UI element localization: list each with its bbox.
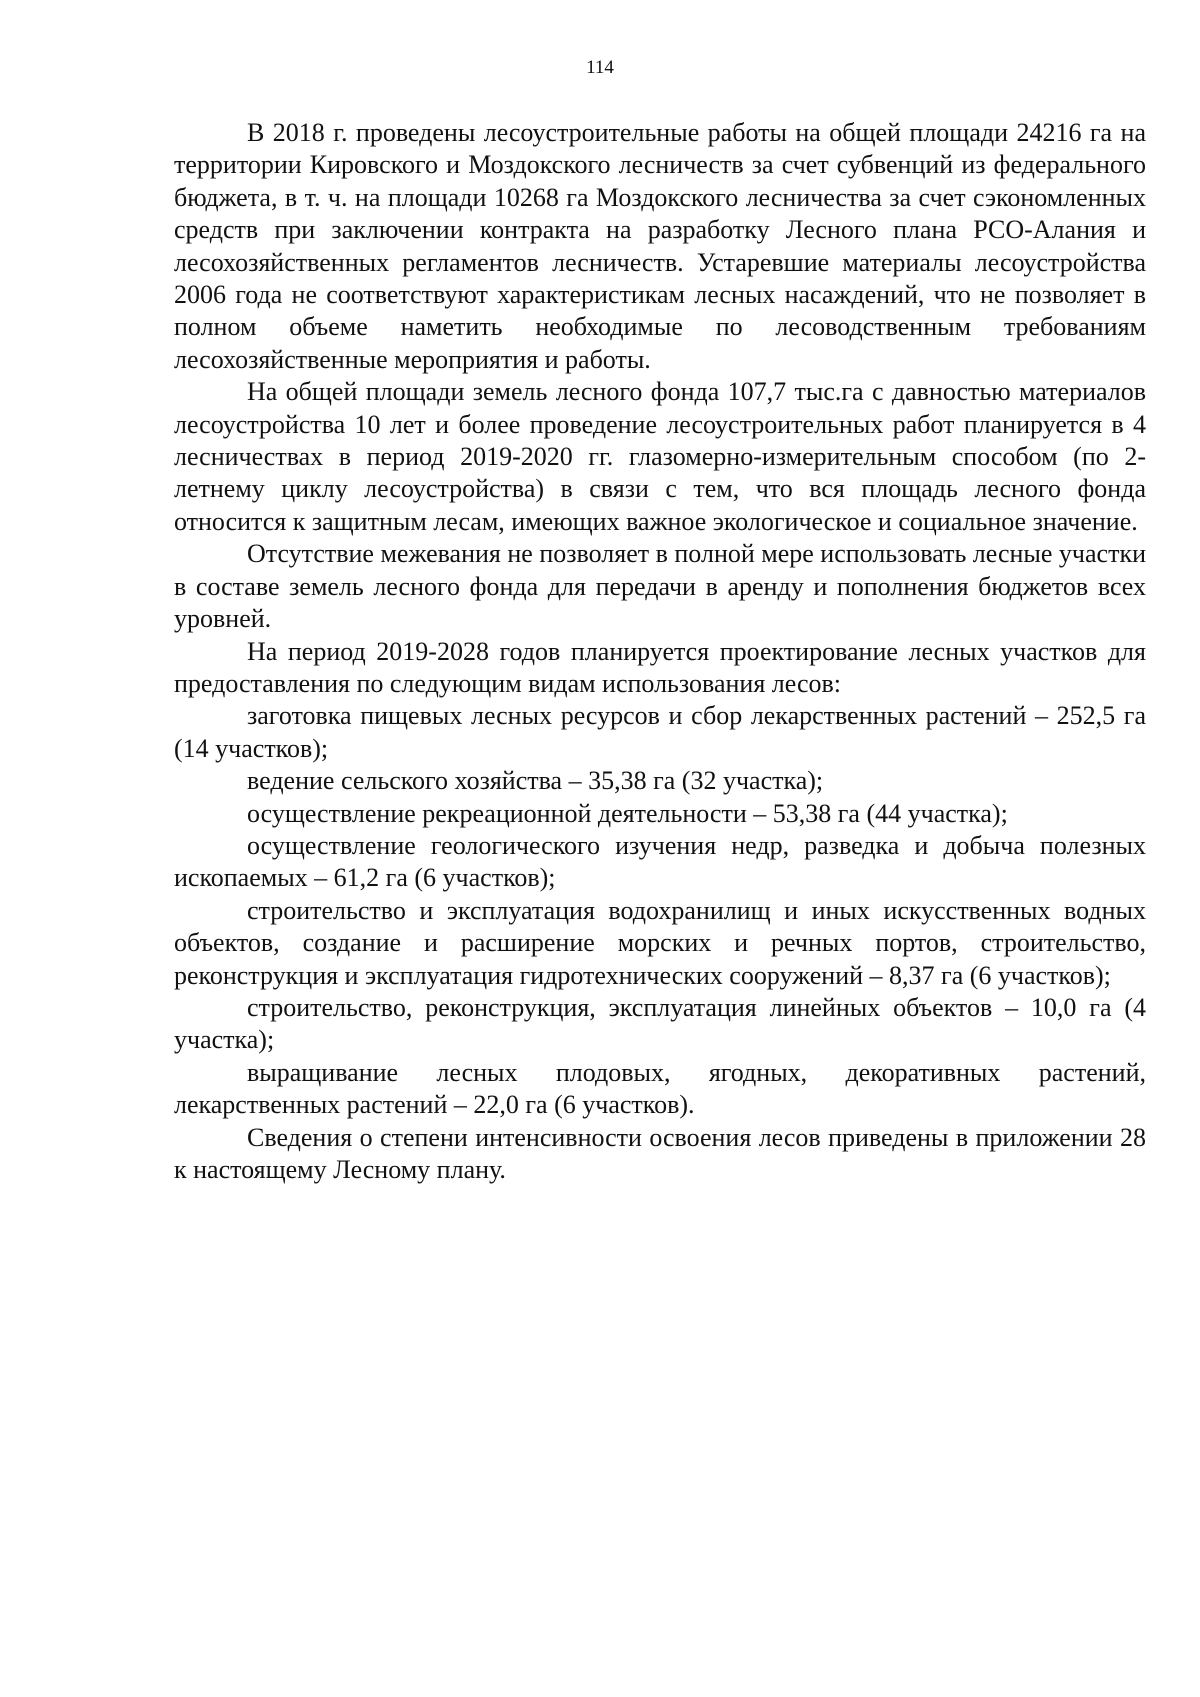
paragraph-appendix-reference: Сведения о степени интенсивности освоения лесов приведены в приложении 28 к настоящему Лесному плану. <box>174 1122 1146 1184</box>
list-item-food-resources: заготовка пищевых лесных ресурсов и сбор лекарственных растений – 252,5 га (14 участков); <box>174 701 1146 763</box>
body-text <box>174 117 1146 1186</box>
page-number: 114 <box>586 57 614 78</box>
list-item-geology: осуществление геологического изучения недр, разведка и добыча полезных ископаемых – 61,2 га (6 участков); <box>174 830 1146 893</box>
paragraph-proektirovanie-intro: На период 2019-2028 годов планируется проектирование лесных участков для предоставления по следующим видам использования лесов: <box>174 636 1146 698</box>
paragraph-lesoustroistvo-2018: В 2018 г. проведены лесоустроительные работы на общей площади 24216 га на территории Кировского и Моздокского лесничеств за счет субвенций из федерального бюджета, в т. ч. на площади 10268 га Моздокского лесничества за счет сэкономленных средств при заключении контракта на разработку Лесного плана РСО-Алания и лесохозяйственных регламентов лесничеств. Устаревшие материалы лесоустройства 2006 года не соответствуют характеристикам лесных насаждений, что не позволяет в полном объеме наметить необходимые по лесоводственным требованиям лесохозяйственные мероприятия и работы. <box>174 118 1146 374</box>
paragraph-planned-lesoustroistvo: На общей площади земель лесного фонда 107,7 тыс.га с давностью материалов лесоустройства 10 лет и более проведение лесоустроительных работ планируется в 4 лесничествах в период 2019-2020 гг. глазомерно-измерительным способом (по 2-летнему циклу лесоустройства) в связи с тем, что вся площадь лесного фонда относится к защитным лесам, имеющих важное экологическое и социальное значение. <box>174 377 1146 536</box>
list-item-water-objects: строительство и эксплуатация водохранилищ и иных искусственных водных объектов, создание и расширение морских и речных портов, строительство, реконструкция и эксплуатация гидротехнических сооружений – 8,37 га (6 участков); <box>174 895 1146 990</box>
list-item-linear-objects: строительство, реконструкция, эксплуатация линейных объектов – 10,0 га (4 участка); <box>174 992 1146 1055</box>
list-item-plant-cultivation: выращивание лесных плодовых, ягодных, декоративных растений, лекарственных растений – 22,0 га (6 участков). <box>174 1057 1146 1120</box>
list-item-agriculture: ведение сельского хозяйства – 35,38 га (32 участка); <box>247 766 824 796</box>
list-item-recreation: осуществление рекреационной деятельности – 53,38 га (44 участка); <box>247 798 1008 828</box>
paragraph-mezhevanie: Отсутствие межевания не позволяет в полной мере использовать лесные участки в составе земель лесного фонда для передачи в аренду и пополнения бюджетов всех уровней. <box>174 539 1146 634</box>
